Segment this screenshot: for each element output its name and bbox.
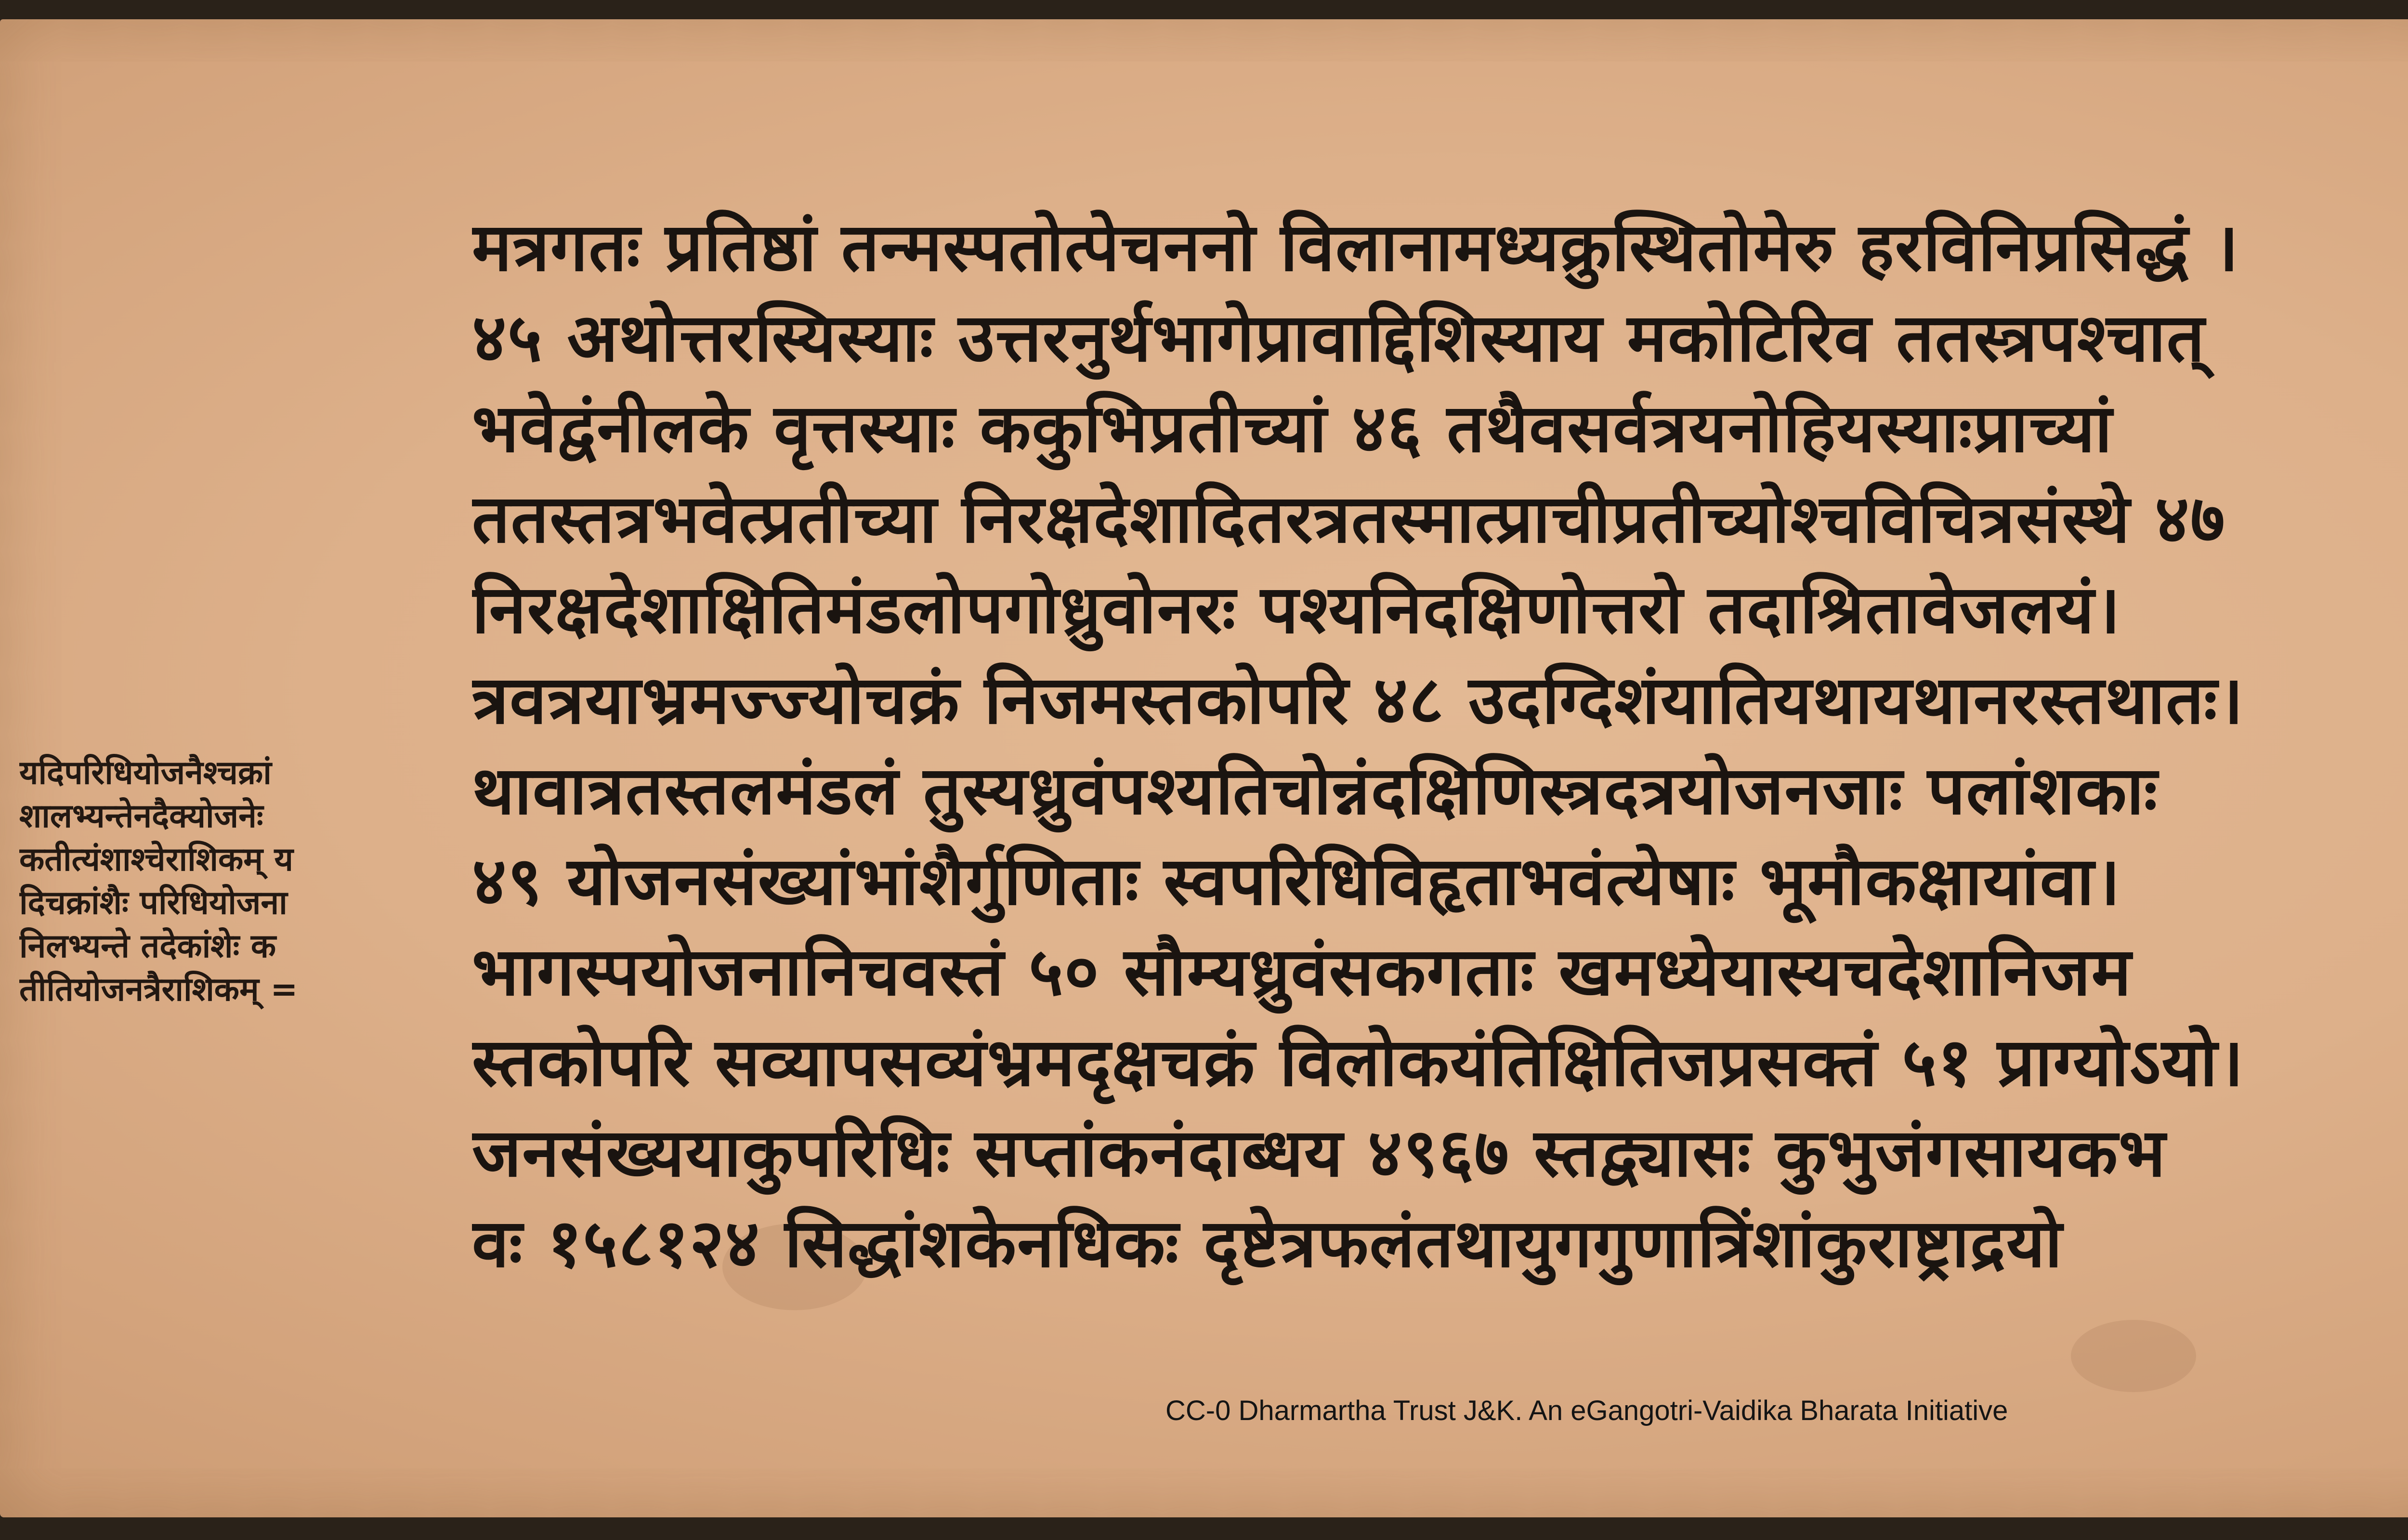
text-line: भागस्पयोजनानिचवस्तं ५० सौम्यध्रुवंसकगताः खमध्येयास्यचदेशानिजम [472, 933, 2133, 1011]
left-margin-note [19, 751, 462, 1012]
manuscript-main-text [472, 202, 2408, 1289]
text-line: थावात्रतस्तलमंडलं तुस्यध्रुवंपश्यतिचोन्नंदक्षिणिस्त्रदत्रयोजनजाः पलांशकाः [472, 752, 2159, 829]
text-line: स्तकोपरि सव्यापसव्यंभ्रमदृक्षचक्रं विलोकयंतिक्षितिजप्रसक्तं ५१ प्राग्योऽयो। [472, 1024, 2245, 1101]
paper-stain [2071, 1320, 2196, 1392]
margin-note-line: कतीत्यंशाश्चेराशिकम् य [19, 841, 293, 879]
text-line: वः १५८१२४ सिद्धांशकेनधिकः दृष्टेत्रफलंतथायुगगुणात्रिंशांकुराष्ट्राद्रयो [472, 1205, 2063, 1282]
text-line: जनसंख्ययाकुपरिधिः सप्तांकनंदाब्धय ४९६७ स्तद्व्यासः कुभुजंगसायकभ [472, 1114, 2167, 1192]
margin-note-line: निलभ्यन्ते तदेकांशेः क [19, 927, 276, 965]
text-line: ४५ अथोत्तरस्यिस्याः उत्तरनुर्थभागेप्रावाद्दिशिस्याय मकोटिरिव ततस्त्रपश्चात् [472, 299, 2206, 377]
text-line: भवेद्वंनीलके वृत्तस्याः ककुभिप्रतीच्यां ४६ तथैवसर्वत्रयनोहियस्याःप्राच्यां [472, 390, 2113, 467]
margin-note-line: तीतियोजनत्रैराशिकम् = [19, 971, 298, 1009]
text-line: ४९ योजनसंख्यांभांशैर्गुणिताः स्वपरिधिविहृताभवंत्येषाः भूमौकक्षायांवा। [472, 842, 2121, 920]
text-line: मत्रगतः प्रतिष्ठां तन्मस्पतोत्पेचननो विलानामध्यक्रुस्थितोमेरु हरविनिप्रसिद्धं । [472, 209, 2240, 286]
text-line: त्रवत्रयाभ्रमज्ज्योचक्रं निजमस्तकोपरि ४८ उदग्दिशंयातियथायथानरस्तथातः। [472, 661, 2244, 739]
margin-note-line: दिचक्रांशैः परिधियोजना [19, 884, 288, 922]
margin-note-line: शालभ्यन्तेनदैक्योजनेः [19, 797, 263, 835]
watermark-credit: CC-0 Dharmartha Trust J&K. An eGangotri-Vaidika Bharata Initiative [1165, 1395, 2008, 1426]
margin-note-line: यदिपरिधियोजनैश्चक्रां [19, 754, 272, 792]
text-line: निरक्षदेशाक्षितिमंडलोपगोध्रुवोनरः पश्यनिदक्षिणोत्तरो तदाश्रितावेजलयं। [472, 571, 2121, 648]
text-line: ततस्तत्रभवेत्प्रतीच्या निरक्षदेशादितरत्रतस्मात्प्राचीप्रतीच्योश्चविचित्रसंस्थे ४७ [472, 480, 2226, 558]
